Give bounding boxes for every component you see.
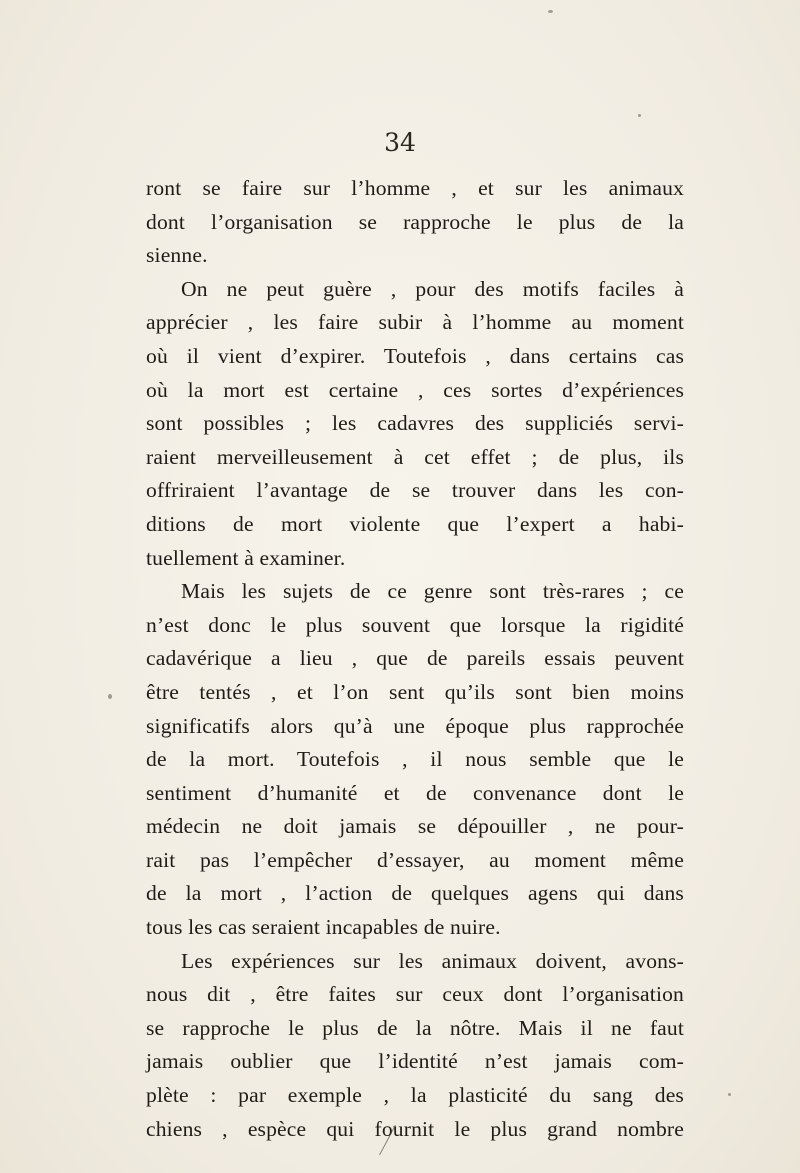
text-line: sont possibles ; les cadavres des suppliciés servi- — [146, 411, 684, 436]
page-number: 34 — [384, 128, 416, 157]
text-line: tous les cas seraient incapables de nuire. — [146, 915, 501, 940]
text-line: n’est donc le plus souvent que lorsque la rigidité — [146, 612, 684, 637]
text-line: être tentés , et l’on sent qu’ils sont bien moins — [146, 679, 684, 704]
text-line: offriraient l’avantage de se trouver dans les con- — [146, 478, 684, 503]
text-line: plète : par exemple , la plasticité du sang des — [146, 1083, 684, 1108]
text-line: Mais les sujets de ce genre sont très-rares ; ce — [181, 579, 684, 604]
text-line: se rapproche le plus de la nôtre. Mais il ne faut — [146, 1015, 684, 1040]
text-line: On ne peut guère , pour des motifs faciles à — [181, 276, 684, 301]
text-line: tuellement à examiner. — [146, 545, 346, 570]
text-line: rait pas l’empêcher d’essayer, au moment même — [146, 847, 684, 872]
ink-speck — [728, 1093, 731, 1096]
text-line: médecin ne doit jamais se dépouiller , ne pour- — [146, 814, 684, 839]
ink-speck — [638, 114, 641, 117]
text-line: de la mort , l’action de quelques agens qui dans — [146, 881, 684, 906]
text-line: où il vient d’expirer. Toutefois , dans certains cas — [146, 343, 684, 368]
text-line: ront se faire sur l’homme , et sur les animaux — [146, 176, 684, 200]
text-line: jamais oublier que l’identité n’est jamais com- — [146, 1049, 684, 1074]
text-line: ditions de mort violente que l’expert a habi- — [146, 511, 684, 536]
body-text — [146, 172, 684, 1146]
text-line: cadavérique a lieu , que de pareils essais peuvent — [146, 646, 684, 671]
ink-speck — [108, 694, 112, 699]
text-line: apprécier , les faire subir à l’homme au moment — [146, 310, 684, 335]
text-line: chiens , espèce qui fournit le plus grand nombre — [146, 1116, 684, 1141]
text-line: sentiment d’humanité et de convenance dont le — [146, 780, 684, 805]
ink-speck — [548, 10, 553, 13]
text-line: significatifs alors qu’à une époque plus rapprochée — [146, 713, 684, 738]
text-line: où la mort est certaine , ces sortes d’expériences — [146, 377, 684, 402]
text-line: nous dit , être faites sur ceux dont l’organisation — [146, 982, 684, 1007]
text-line: dont l’organisation se rapproche le plus de la — [146, 209, 684, 234]
text-line: Les expériences sur les animaux doivent, avons- — [181, 948, 684, 973]
text-line: raient merveilleusement à cet effet ; de plus, ils — [146, 444, 684, 469]
text-line: de la mort. Toutefois , il nous semble que le — [146, 747, 684, 772]
text-line: sienne. — [146, 243, 208, 268]
